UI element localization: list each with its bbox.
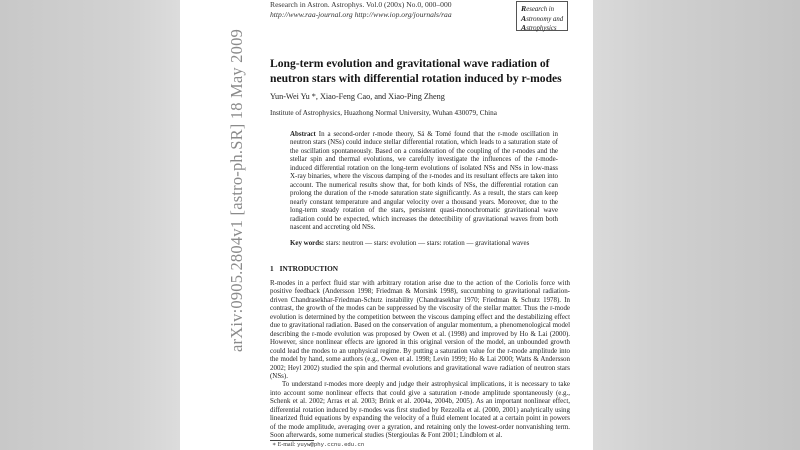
footnote-email[interactable]: yuyw@phy.ccnu.edu.cn — [297, 441, 365, 448]
section-body — [270, 279, 570, 440]
left-margin-background — [0, 0, 180, 450]
body-paragraph: R-modes in a perfect fluid star with arbitrary rotation arise due to the action of the Coriolis force with positive feedback (Andersson 1998; Friedman & Morsink 1998), succumbing to gravitational radiation-driven Chandrasekhar-Friedman-Schutz instability (Chandrasekhar 1970; Friedman & Schutz 1978). In contrast, the growth of the modes can be suppressed by the viscosity of the stellar matter. Thus the r-mode evolution is determined by the competition between the viscous damping effect and the destabilizing effect due to gravitational radiation. Based on the conservation of angular momentum, a phenomenological model describing the r-mode evolution was proposed by Owen et al. (1998) and improved by Ho & Lai (2000). However, since nonlinear effects are ignored in this original version of the model, an unbounded growth could lead the modes to an unphysical regime. By putting a saturation value for the r-mode amplitude into the model by hand, some authors (e.g., Owen et al. 1998; Levin 1999; Ho & Lai 2000; Watts & Andersson 2002; Heyl 2002) studied the spin and thermal evolutions and gravitational wave radiation of neutron stars (NSs). — [270, 279, 570, 380]
abstract-label: Abstract — [290, 130, 316, 138]
paper-affiliation: Institute of Astrophysics, Huazhong Normal University, Wuhan 430079, China — [270, 109, 497, 117]
journal-citation: Research in Astron. Astrophys. Vol.0 (200x) No.0, 000–000 — [270, 0, 452, 9]
paper-title: Long-term evolution and gravitational wave radiation of neutron stars with differential rotation induced by r-modes — [270, 57, 562, 85]
footnote-prefix: ∗ E-mail: — [272, 442, 296, 448]
body-paragraph: To understand r-modes more deeply and judge their astrophysical implications, it is necessary to take into account some nonlinear effects that could give a saturation r-mode amplitude spontaneously (e.g., Schenk et al. 2002; Arras et al. 2003; Brink et al. 2004a, 2004b, 2005). As an important nonlinear effect, differential rotation induced by r-modes was first studied by Rezzolla et al. (2000, 2001) analytically using linearized fluid equations by expanding the velocity of a fluid element located at a certain point in powers of the mode amplitude, averaging over a gyration, and retaining only the lowest-order nonvanishing term. Soon afterwards, some numerical studies (Stergioulas & Font 2001; Lindblom et al. — [270, 380, 570, 440]
keywords-text: stars: neutron — stars: evolution — stars: rotation — gravitational waves — [325, 239, 530, 247]
right-margin-background — [593, 0, 800, 450]
journal-logo-line: stronomy and — [526, 15, 564, 23]
paper-authors: Yun-Wei Yu *, Xiao-Feng Cao, and Xiao-Ping Zheng — [270, 92, 445, 101]
arxiv-stamp: arXiv:0905.2804v1 [astro-ph.SR] 18 May 2009 — [227, 29, 246, 352]
section-heading — [270, 264, 338, 273]
journal-logo-initial: A — [521, 23, 527, 33]
journal-logo-initial: R — [521, 4, 527, 13]
keywords-label: Key words: — [290, 239, 325, 247]
journal-urls[interactable]: http://www.raa-journal.org http://www.iop.org/journals/raa — [270, 9, 452, 19]
keywords — [290, 239, 580, 247]
journal-logo-box — [516, 1, 568, 31]
journal-logo-line: strophysics — [526, 25, 557, 33]
journal-logo-initial: A — [521, 13, 527, 23]
journal-logo-line: esearch in — [526, 6, 555, 13]
abstract-text: In a second-order r-mode theory, Sá & Tomé found that the r-mode oscillation in neutron stars (NSs) could induce stellar differential rotation, which leads to a saturation state of the oscillation spontaneously. Based on a consideration of the coupling of the r-modes and the stellar spin and thermal evolutions, we carefully investigate the influences of the r-mode-induced differential rotation on the long-term evolutions of isolated NSs and NSs in low-mass X-ray binaries, where the viscous damping of the r-modes and its resultant effects are taken into account. The numerical results show that, for both kinds of NSs, the differential rotation can prolong the duration of the r-mode saturation state significantly. As a result, the stars can keep nearly constant temperature and angular velocity over a thousand years. Moreover, due to the long-term steady rotation of the stars, persistent quasi-monochromatic gravitational wave radiation could be expected, which increases the detectibility of gravitational waves from both nascent and accreting old NSs. — [290, 130, 558, 231]
abstract — [290, 130, 558, 231]
section-number: 1 — [270, 264, 274, 273]
journal-header — [270, 0, 452, 19]
footnote — [272, 441, 364, 448]
section-title: INTRODUCTION — [279, 264, 339, 273]
